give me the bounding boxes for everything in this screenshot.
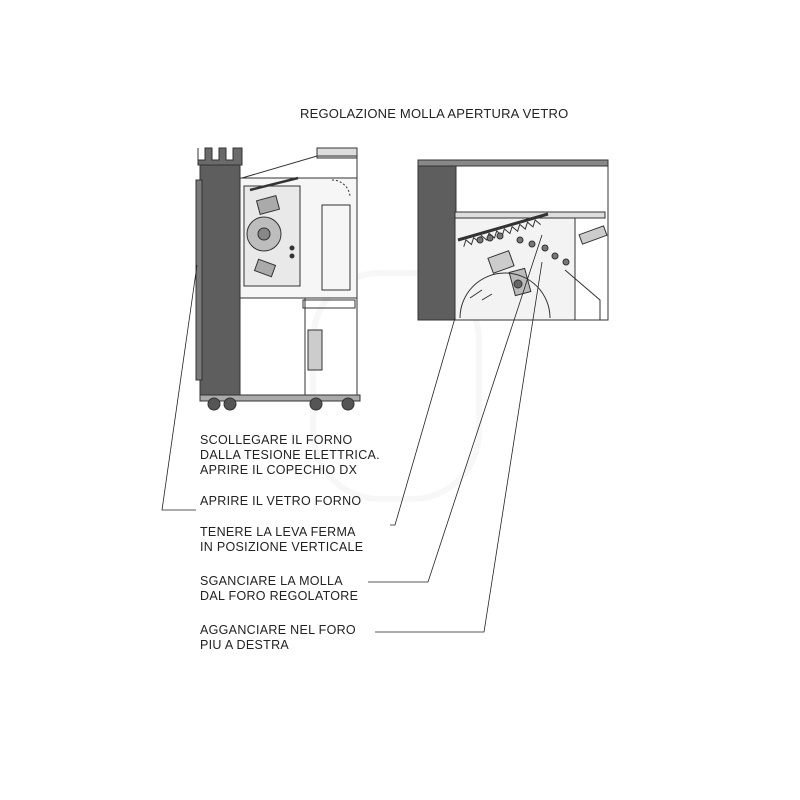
step-1-label: SCOLLEGARE IL FORNO DALLA TESIONE ELETTRICA. APRIRE IL COPECHIO DX (200, 433, 380, 477)
step-3-label: TENERE LA LEVA FERMA IN POSIZIONE VERTICALE (200, 525, 364, 554)
oven-side-view (196, 148, 360, 410)
detail-view (418, 160, 608, 320)
leader-aprire-vetro (162, 265, 197, 510)
step-2-label: APRIRE IL VETRO FORNO (200, 494, 362, 508)
diagram-title: REGOLAZIONE MOLLA APERTURA VETRO (300, 106, 569, 121)
step-5-label: AGGANCIARE NEL FORO PIU A DESTRA (200, 623, 356, 652)
step-4-label: SGANCIARE LA MOLLA DAL FORO REGOLATORE (200, 574, 359, 603)
